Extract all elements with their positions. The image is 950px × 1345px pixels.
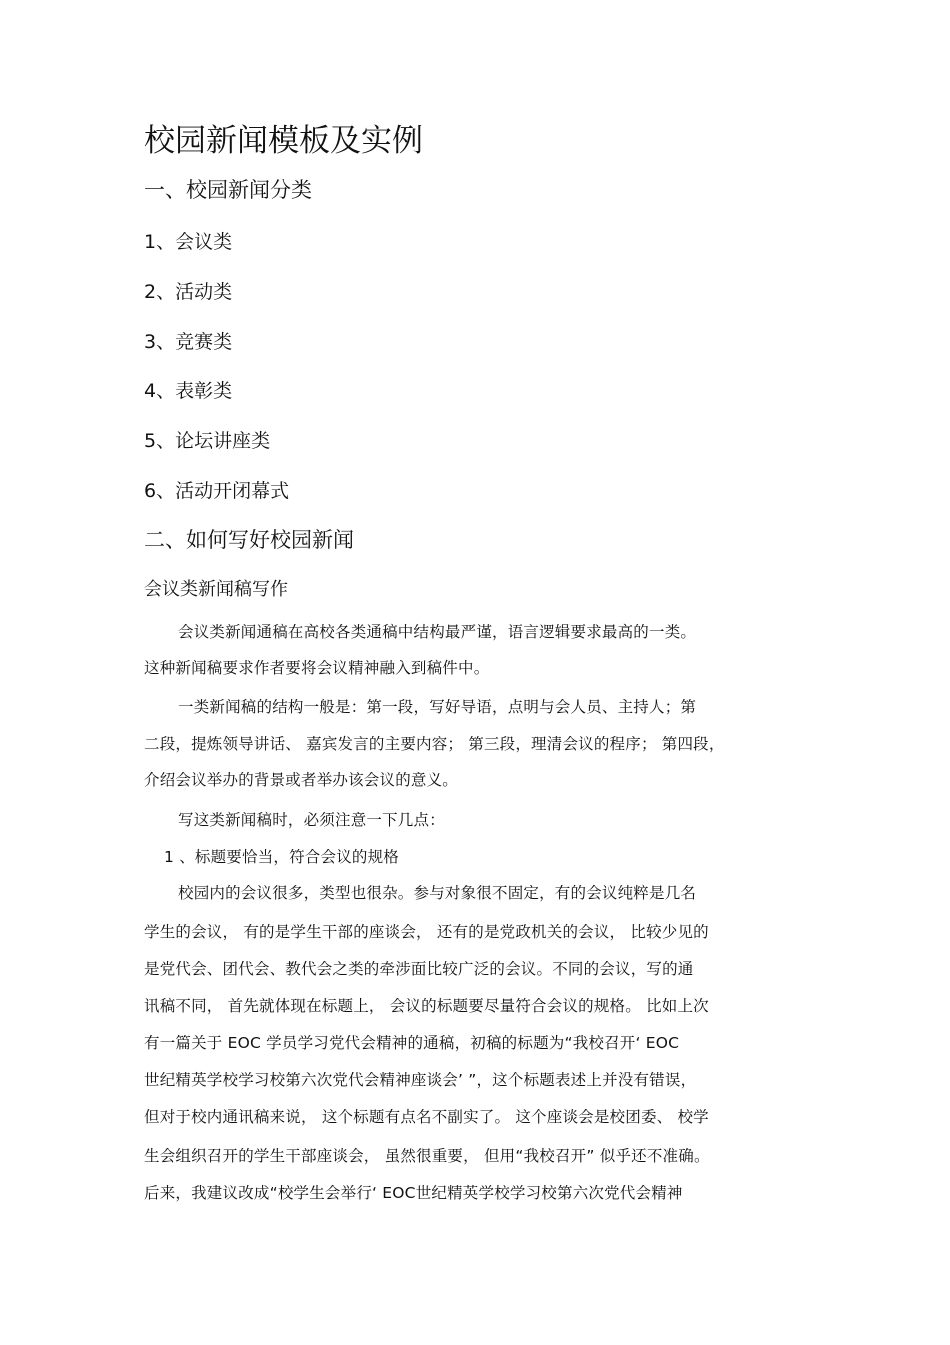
paragraph-line: 写这类新闻稿时，必须注意一下几点： bbox=[178, 811, 445, 829]
list-item: 5、论坛讲座类 bbox=[144, 430, 271, 452]
section-heading-2: 二、如何写好校园新闻 bbox=[144, 528, 354, 552]
paragraph-line: 后来，我建议改成“校学生会举行‘ EOC世纪精英学校学习校第六次党代会精神 bbox=[144, 1184, 683, 1202]
paragraph-line: 会议类新闻通稿在高校各类通稿中结构最严谨，语言逻辑要求最高的一类。 bbox=[178, 623, 697, 641]
list-item: 2、活动类 bbox=[144, 281, 233, 303]
paragraph-line: 是党代会、团代会、教代会之类的牵涉面比较广泛的会议。不同的会议，写的通 bbox=[144, 960, 694, 978]
list-item: 3、竞赛类 bbox=[144, 331, 233, 353]
list-item: 1、会议类 bbox=[144, 231, 233, 253]
paragraph-line: 这种新闻稿要求作者要将会议精神融入到稿件中。 bbox=[144, 659, 490, 677]
subheading: 会议类新闻稿写作 bbox=[144, 579, 288, 600]
paragraph-line: 讯稿不同， 首先就体现在标题上， 会议的标题要尽量符合会议的规格。 比如上次 bbox=[144, 997, 709, 1015]
paragraph-line: 有一篇关于 EOC 学员学习党代会精神的通稿，初稿的标题为“我校召开‘ EOC bbox=[144, 1034, 680, 1052]
paragraph-line: 学生的会议， 有的是学生干部的座谈会， 还有的是党政机关的会议， 比较少见的 bbox=[144, 923, 709, 941]
paragraph-line: 但对于校内通讯稿来说， 这个标题有点名不副实了。 这个座谈会是校团委、 校学 bbox=[144, 1108, 709, 1126]
document-title: 校园新闻模板及实例 bbox=[144, 123, 423, 159]
list-item: 4、表彰类 bbox=[144, 380, 233, 402]
paragraph-line: 世纪精英学校学习校第六次党代会精神座谈会’ ”，这个标题表述上并没有错误， bbox=[144, 1071, 697, 1089]
paragraph-line: 1 、标题要恰当，符合会议的规格 bbox=[164, 848, 399, 866]
paragraph-line: 校园内的会议很多，类型也很杂。参与对象很不固定，有的会议纯粹是几名 bbox=[178, 884, 697, 902]
list-item: 6、活动开闭幕式 bbox=[144, 480, 290, 502]
paragraph-line: 二段，提炼领导讲话、 嘉宾发言的主要内容； 第三段，理清会议的程序； 第四段， bbox=[144, 735, 725, 753]
section-heading-1: 一、校园新闻分类 bbox=[144, 178, 312, 202]
paragraph-line: 生会组织召开的学生干部座谈会， 虽然很重要， 但用“我校召开” 似乎还不准确。 bbox=[144, 1147, 710, 1165]
paragraph-line: 介绍会议举办的背景或者举办该会议的意义。 bbox=[144, 771, 459, 789]
paragraph-line: 一类新闻稿的结构一般是：第一段，写好导语，点明与会人员、主持人；第 bbox=[178, 698, 697, 716]
